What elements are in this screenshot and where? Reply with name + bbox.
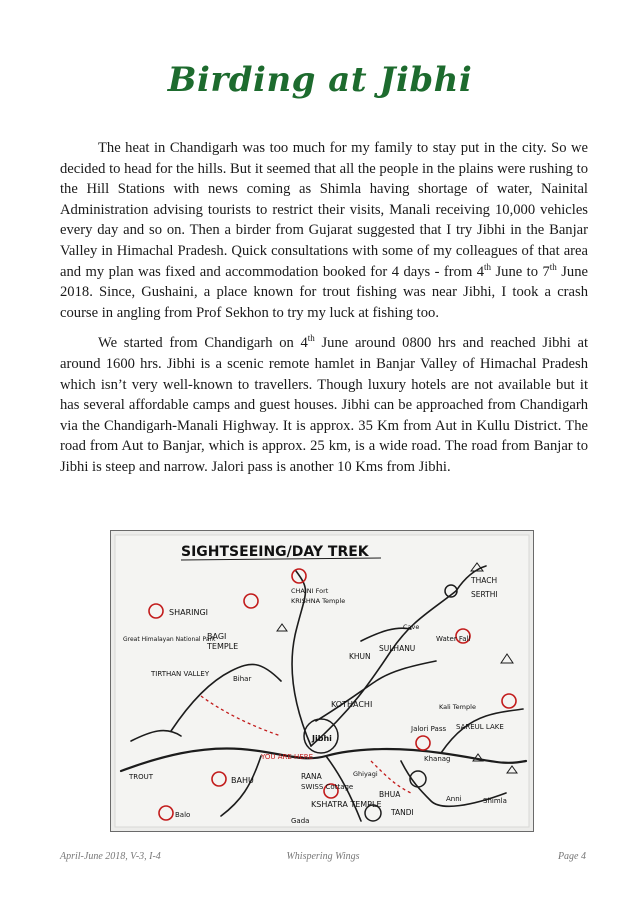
map-label-shimla: Shimla [483,797,507,805]
map-label-waterfall: Water Fall [436,635,471,643]
map-label-serthi: SERTHI [471,590,498,599]
map-label-bagi: BAGI [207,632,227,641]
map-label-anni: Anni [446,795,462,803]
map-label-trout: TROUT [129,773,154,781]
map-label-tandi: TANDI [391,808,414,817]
article-body [60,138,588,488]
map-label-bhua: BHUA [379,790,401,799]
map-heading: SIGHTSEEING/DAY TREK [181,544,369,560]
article-title: Birding at Jibhi [167,60,473,100]
map-label-sareul: SAREUL LAKE [456,723,504,731]
page-footer [60,851,586,867]
map-label-jalori: Jalori Pass [411,725,447,733]
map-label-cave: Cave [403,623,420,631]
map-label-park: Great Himalayan National Park [123,636,216,643]
map-label-khanag: Khanag [424,755,451,763]
map-label-thach: THACH [471,576,498,585]
map-label-tirthan: TIRTHAN VALLEY [151,670,210,678]
footer-publication: Whispering Wings [286,851,360,862]
footer-page-number: Page 4 [557,851,586,862]
p2-sup: th [307,333,315,344]
map-label-kshatra: KSHATRA TEMPLE [311,800,382,809]
map-label-khun: KHUN [349,652,371,661]
map-label-krishna: KRISHNA Temple [291,597,346,605]
map-label-bahu: BAHU [231,776,254,785]
p1-text-c: June 2018. Since, Gushaini, a place known for trout fishing was near Jibhi, I took a crash course in angling from Prof Sekhon to try my luck at fishing too. [60,263,588,321]
map-label-jibhi: Jibhi [312,734,332,743]
p1-text-b: June to 7 [491,263,550,280]
map-label-sharingi: SHARINGI [169,608,209,617]
map-label-kothachi: KOTHACHI [331,700,373,709]
paragraph-2 [60,333,588,477]
map-label-balo: Balo [175,811,191,819]
map-label-you-are-here: YOU ARE HERE [261,753,314,761]
map-label-chaini: CHAINI Fort [291,587,329,595]
map-label-swiss: SWISS Cottage [301,783,354,791]
map-label-bihar: Bihar [233,675,252,683]
p1-sup-2: th [549,261,557,272]
map-label-rana: RANA [301,772,322,781]
map-label-kali: Kali Temple [439,703,476,711]
sightseeing-map-image [110,530,534,832]
map-label-sulhanu: SULHANU [379,644,416,653]
paragraph-1 [60,138,588,323]
p2-text-b: June around 0800 hrs and reached Jibhi at around 1600 hrs. Jibhi is a scenic remote hamlet in Banjar Valley of Himachal Pradesh which isn’t very well-known to travellers. Though luxury hotels are not available but it has several affordable camps and guest houses. Jibhi can be approached from Chandigarh via the Chandigarh-Manali Highway. It is approx. 35 Km from Aut in Kullu District. The road from Aut to Banjar, which is approx. 25 km, is a wide road. The road from Banjar to Jibhi is steep and narrow. Jalori pass is another 10 Kms from Jibhi. [60,335,588,475]
map-label-bagi-temple: TEMPLE [207,642,239,651]
p2-text-a: We started from Chandigarh on 4 [98,335,308,352]
map-label-gada: Gada [291,817,310,825]
p1-text-a: The heat in Chandigarh was too much for my family to stay put in the city. So we decided to head for the hills. But it seemed that all the people in the plains were rushing to the Hill Stations with news coming as Shimla having shortage of water, Nainital Administration advising tourists to restrict their visits, Manali receiving 10,000 vehicles every day and so on. Then a birder from Gujarat suggested that I try Jibhi in the Banjar Valley in Himachal Pradesh. Quick consultations with some of my colleagues of that area and my plan was fixed and accommodation booked for 4 days - from 4 [60,140,588,280]
footer-issue: April-June 2018, V-3, I-4 [60,851,161,862]
map-label-ghiyagi: Ghiyagi [353,770,378,778]
hand-drawn-map [111,531,533,831]
p1-sup-1: th [484,261,492,272]
